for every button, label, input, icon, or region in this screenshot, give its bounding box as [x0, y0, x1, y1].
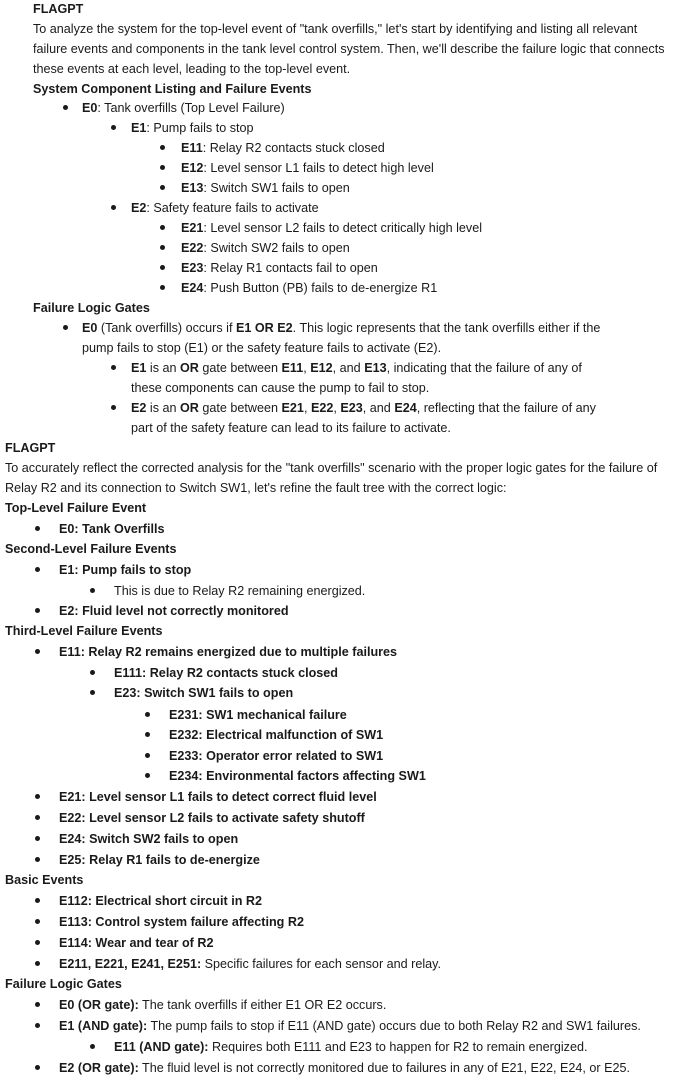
bullet-icon — [145, 773, 150, 778]
bullet-icon — [145, 753, 150, 758]
bullet-icon — [35, 1065, 40, 1070]
bullet-icon — [160, 165, 165, 170]
list-item-e1: E1: Pump fails to stop — [131, 121, 254, 135]
list-item-gate-e11: E11 (AND gate): Requires both E111 and E23 to happen for R2 to remain energized. — [114, 1040, 588, 1054]
list-item-e12: E12: Level sensor L1 fails to detect high level — [181, 161, 434, 175]
gate-e1-line2: these components can cause the pump to fail to stop. — [131, 381, 430, 395]
bullet-icon — [35, 526, 40, 531]
bullet-icon — [160, 265, 165, 270]
gate-e2-line2: part of the safety feature can lead to its failure to activate. — [131, 421, 451, 435]
bullet-icon — [90, 1044, 95, 1049]
list-item-third-e232: E232: Electrical malfunction of SW1 — [169, 728, 384, 742]
gate-e2-line1: E2 is an OR gate between E21, E22, E23, and E24, reflecting that the failure of any — [131, 401, 596, 415]
section2-gates-heading: Failure Logic Gates — [5, 977, 122, 991]
list-item-gate-e1: E1 (AND gate): The pump fails to stop if E11 (AND gate) occurs due to both Relay R2 and SW1 failures. — [59, 1019, 641, 1033]
list-item-e13: E13: Switch SW1 fails to open — [181, 181, 350, 195]
bullet-icon — [90, 588, 95, 593]
bullet-icon — [111, 365, 116, 370]
basic-events-heading: Basic Events — [5, 873, 84, 887]
list-item-gate-e0: E0 (OR gate): The tank overfills if either E1 OR E2 occurs. — [59, 998, 387, 1012]
list-item-third-e23: E23: Switch SW1 fails to open — [114, 686, 294, 700]
bullet-icon — [35, 794, 40, 799]
list-item-third-e11: E11: Relay R2 remains energized due to multiple failures — [59, 645, 398, 659]
second-level-heading: Second-Level Failure Events — [5, 542, 177, 556]
list-item-second-e2: E2: Fluid level not correctly monitored — [59, 604, 289, 618]
bullet-icon — [35, 815, 40, 820]
list-item-e0: E0: Tank overfills (Top Level Failure) — [82, 101, 285, 115]
gate-e0-line1: E0 (Tank overfills) occurs if E1 OR E2. This logic represents that the tank overfills either if the — [82, 321, 601, 335]
bullet-icon — [111, 405, 116, 410]
bullet-icon — [160, 185, 165, 190]
list-item-e21: E21: Level sensor L2 fails to detect critically high level — [181, 221, 483, 235]
bullet-icon — [111, 205, 116, 210]
bullet-icon — [111, 125, 116, 130]
list-item-third-e111: E111: Relay R2 contacts stuck closed — [114, 666, 338, 680]
section1-heading: FLAGPT — [33, 2, 84, 16]
bullet-icon — [35, 898, 40, 903]
bullet-icon — [63, 325, 68, 330]
gate-e1-line1: E1 is an OR gate between E11, E12, and E13, indicating that the failure of any of — [131, 361, 582, 375]
list-item-e11: E11: Relay R2 contacts stuck closed — [181, 141, 385, 155]
bullet-icon — [35, 961, 40, 966]
list-item-gate-e2: E2 (OR gate): The fluid level is not correctly monitored due to failures in any of E21, E22, E24, or E25. — [59, 1061, 630, 1075]
bullet-icon — [145, 712, 150, 717]
third-level-heading: Third-Level Failure Events — [5, 624, 163, 638]
list-item-basic-e112: E112: Electrical short circuit in R2 — [59, 894, 262, 908]
bullet-icon — [35, 857, 40, 862]
list-item-third-e25: E25: Relay R1 fails to de-energize — [59, 853, 260, 867]
list-item-e22: E22: Switch SW2 fails to open — [181, 241, 350, 255]
list-item-basic-e114: E114: Wear and tear of R2 — [59, 936, 214, 950]
list-item-third-e231: E231: SW1 mechanical failure — [169, 708, 347, 722]
bullet-icon — [160, 285, 165, 290]
bullet-icon — [35, 567, 40, 572]
bullet-icon — [160, 225, 165, 230]
bullet-icon — [35, 608, 40, 613]
section1-intro: To analyze the system for the top-level event of "tank overfills," let's start by identifying and listing all relevant failure events and components in the tank level control system. Then, we'll describe the failure logic that connects these events at each level, leading to the top-level event. — [33, 22, 665, 76]
bullet-icon — [35, 940, 40, 945]
list-item-third-e22: E22: Level sensor L2 fails to activate safety shutoff — [59, 811, 365, 825]
gates-heading: Failure Logic Gates — [33, 301, 150, 315]
gate-e0-line2: pump fails to stop (E1) or the safety feature fails to activate (E2). — [82, 341, 442, 355]
components-heading: System Component Listing and Failure Events — [33, 82, 312, 96]
bullet-icon — [35, 836, 40, 841]
list-item-basic-e113: E113: Control system failure affecting R2 — [59, 915, 304, 929]
section2-heading: FLAGPT — [5, 441, 56, 455]
list-item-basic-multi: E211, E221, E241, E251: Specific failures for each sensor and relay. — [59, 957, 442, 971]
list-item-e24: E24: Push Button (PB) fails to de-energize R1 — [181, 281, 438, 295]
section2-intro: To accurately reflect the corrected analysis for the "tank overfills" scenario with the proper logic gates for the failure of Relay R2 and its connection to Switch SW1, let's refine the fault tree with the correct logic: — [5, 461, 658, 495]
bullet-icon — [35, 649, 40, 654]
bullet-icon — [35, 1002, 40, 1007]
top-level-heading: Top-Level Failure Event — [5, 501, 147, 515]
bullet-icon — [63, 105, 68, 110]
list-item-third-e234: E234: Environmental factors affecting SW1 — [169, 769, 426, 783]
list-item-second-e1: E1: Pump fails to stop — [59, 563, 192, 577]
bullet-icon — [35, 919, 40, 924]
list-item-e23: E23: Relay R1 contacts fail to open — [181, 261, 378, 275]
bullet-icon — [145, 732, 150, 737]
list-item-third-e24: E24: Switch SW2 fails to open — [59, 832, 239, 846]
bullet-icon — [160, 145, 165, 150]
list-item-third-e233: E233: Operator error related to SW1 — [169, 749, 384, 763]
bullet-icon — [90, 690, 95, 695]
list-item-top-e0: E0: Tank Overfills — [59, 522, 165, 536]
bullet-icon — [35, 1023, 40, 1028]
list-item-second-e1-note: This is due to Relay R2 remaining energized. — [114, 584, 366, 598]
bullet-icon — [90, 670, 95, 675]
list-item-third-e21: E21: Level sensor L1 fails to detect correct fluid level — [59, 790, 377, 804]
bullet-icon — [160, 245, 165, 250]
list-item-e2: E2: Safety feature fails to activate — [131, 201, 319, 215]
